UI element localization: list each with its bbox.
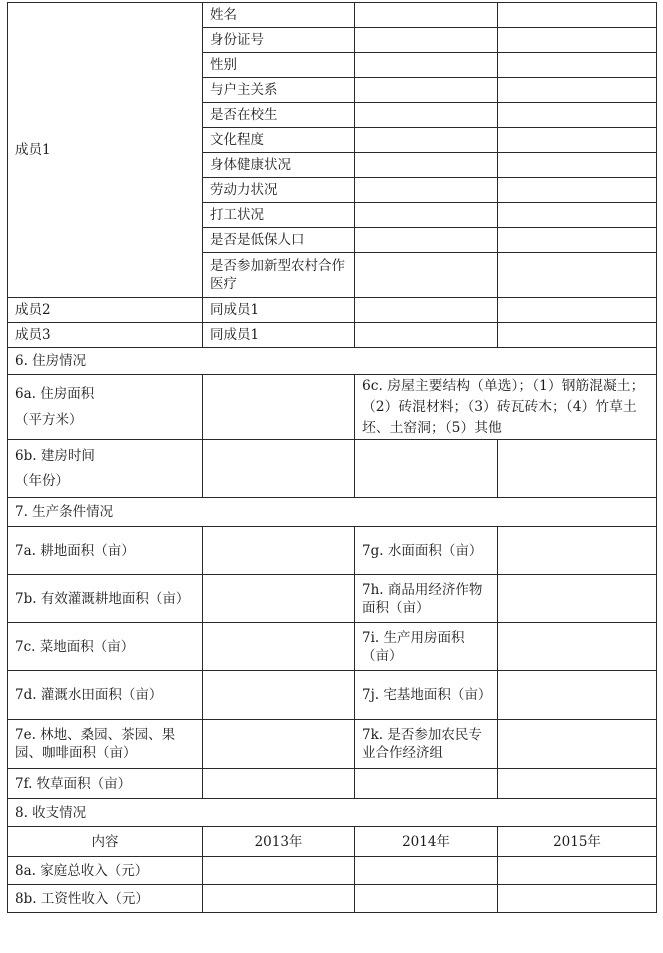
income-8b-2014[interactable] xyxy=(355,885,498,913)
member1-value-cell[interactable] xyxy=(355,28,498,53)
production-7g-value[interactable] xyxy=(498,527,657,575)
member1-value-cell[interactable] xyxy=(355,203,498,228)
income-header-2014: 2014年 xyxy=(355,827,498,857)
production-7e-label: 7e. 林地、桑园、茶园、果园、咖啡面积（亩） xyxy=(8,720,203,769)
member1-field-gender: 性别 xyxy=(203,53,355,78)
member1-field-work: 打工状况 xyxy=(203,203,355,228)
production-7d-label: 7d. 灌溉水田面积（亩） xyxy=(8,671,203,720)
member1-field-medical: 是否参加新型农村合作医疗 xyxy=(203,253,355,298)
housing-area-label-text: 6a. 住房面积 xyxy=(15,386,95,402)
income-header-content: 内容 xyxy=(8,827,203,857)
production-7d-value[interactable] xyxy=(203,671,355,720)
housing-build-value[interactable] xyxy=(203,440,355,498)
housing-structure-label: 6c. 房屋主要结构（单选）；（1）钢筋混凝土；（2）砖混材料；（3）砖瓦砖木；（4）竹草土坯、土窑洞；（5）其他 xyxy=(355,375,657,440)
income-8b-2013[interactable] xyxy=(203,885,355,913)
member1-value-cell[interactable] xyxy=(355,153,498,178)
section-income-title: 8. 收支情况 xyxy=(8,799,657,827)
member1-value-cell[interactable] xyxy=(498,28,657,53)
member1-field-education: 文化程度 xyxy=(203,128,355,153)
production-7j-label: 7j. 宅基地面积（亩） xyxy=(355,671,498,720)
member1-field-relation: 与户主关系 xyxy=(203,78,355,103)
section-housing-title: 6. 住房情况 xyxy=(8,348,657,375)
production-7i-label: 7i. 生产用房面积（亩） xyxy=(355,623,498,671)
housing-build-unit: （年份） xyxy=(15,472,69,489)
member1-value-cell[interactable] xyxy=(498,253,657,298)
housing-build-label xyxy=(8,440,203,498)
housing-value-cell[interactable] xyxy=(498,440,657,498)
income-8a-label: 8a. 家庭总收入（元） xyxy=(8,857,203,885)
housing-value-cell[interactable] xyxy=(355,440,498,498)
production-value-cell[interactable] xyxy=(498,769,657,799)
member3-value: 同成员1 xyxy=(203,323,355,348)
income-8b-2015[interactable] xyxy=(498,885,657,913)
member2-label: 成员2 xyxy=(8,298,203,323)
production-7g-label: 7g. 水面面积（亩） xyxy=(355,527,498,575)
housing-build-label-text: 6b. 建房时间 xyxy=(15,447,95,464)
production-7f-label: 7f. 牧草面积（亩） xyxy=(8,769,203,799)
production-value-cell[interactable] xyxy=(355,769,498,799)
member3-label: 成员3 xyxy=(8,323,203,348)
member1-value-cell[interactable] xyxy=(498,203,657,228)
member1-field-name: 姓名 xyxy=(203,3,355,28)
income-header-2015: 2015年 xyxy=(498,827,657,857)
member1-value-cell[interactable] xyxy=(355,228,498,253)
member1-value-cell[interactable] xyxy=(498,3,657,28)
production-7e-value[interactable] xyxy=(203,720,355,769)
member1-value-cell[interactable] xyxy=(498,78,657,103)
production-7c-value[interactable] xyxy=(203,623,355,671)
production-7h-value[interactable] xyxy=(498,575,657,623)
housing-area-label xyxy=(8,375,203,440)
income-8a-2013[interactable] xyxy=(203,857,355,885)
income-8a-2014[interactable] xyxy=(355,857,498,885)
member1-value-cell[interactable] xyxy=(355,3,498,28)
member2-value-cell[interactable] xyxy=(498,298,657,323)
income-header-2013: 2013年 xyxy=(203,827,355,857)
member1-value-cell[interactable] xyxy=(355,103,498,128)
production-7i-value[interactable] xyxy=(498,623,657,671)
member1-value-cell[interactable] xyxy=(355,253,498,298)
household-survey-form xyxy=(7,2,657,913)
income-8a-2015[interactable] xyxy=(498,857,657,885)
member1-value-cell[interactable] xyxy=(498,228,657,253)
member2-value-cell[interactable] xyxy=(355,298,498,323)
member2-value: 同成员1 xyxy=(203,298,355,323)
production-7a-label: 7a. 耕地面积（亩） xyxy=(8,527,203,575)
production-7a-value[interactable] xyxy=(203,527,355,575)
member3-value-cell[interactable] xyxy=(498,323,657,348)
section-production-title: 7. 生产条件情况 xyxy=(8,498,657,527)
income-8b-label: 8b. 工资性收入（元） xyxy=(8,885,203,913)
member1-value-cell[interactable] xyxy=(355,128,498,153)
member1-value-cell[interactable] xyxy=(355,178,498,203)
housing-area-value[interactable] xyxy=(203,375,355,440)
member1-label: 成员1 xyxy=(8,3,203,298)
member1-value-cell[interactable] xyxy=(498,103,657,128)
production-7k-label: 7k. 是否参加农民专业合作经济组 xyxy=(355,720,498,769)
production-7k-value[interactable] xyxy=(498,720,657,769)
production-7b-value[interactable] xyxy=(203,575,355,623)
production-7f-value[interactable] xyxy=(203,769,355,799)
housing-area-unit: （平方米） xyxy=(15,412,83,428)
member1-value-cell[interactable] xyxy=(355,53,498,78)
member1-field-health: 身体健康状况 xyxy=(203,153,355,178)
production-7h-label: 7h. 商品用经济作物面积（亩） xyxy=(355,575,498,623)
member1-field-id-number: 身份证号 xyxy=(203,28,355,53)
member1-value-cell[interactable] xyxy=(498,153,657,178)
member1-field-student: 是否在校生 xyxy=(203,103,355,128)
production-7c-label: 7c. 菜地面积（亩） xyxy=(8,623,203,671)
member1-value-cell[interactable] xyxy=(355,78,498,103)
member1-value-cell[interactable] xyxy=(498,128,657,153)
member1-field-labor: 劳动力状况 xyxy=(203,178,355,203)
member3-value-cell[interactable] xyxy=(355,323,498,348)
member1-value-cell[interactable] xyxy=(498,53,657,78)
production-7j-value[interactable] xyxy=(498,671,657,720)
member1-value-cell[interactable] xyxy=(498,178,657,203)
production-7b-label: 7b. 有效灌溉耕地面积（亩） xyxy=(8,575,203,623)
member1-field-low-income: 是否是低保人口 xyxy=(203,228,355,253)
